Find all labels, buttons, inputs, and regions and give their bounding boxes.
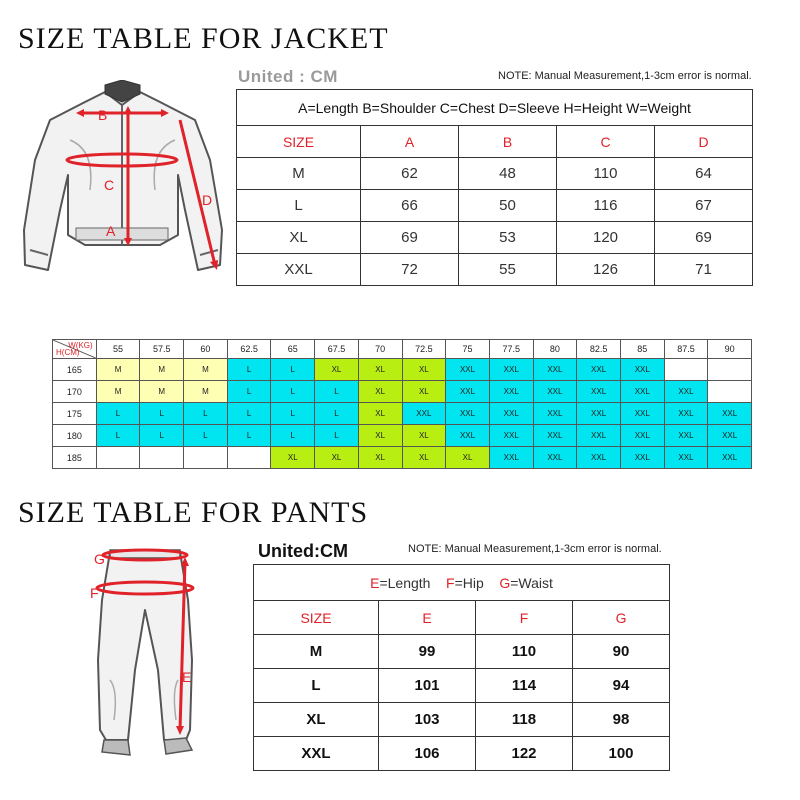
fit-size-cell: M — [184, 381, 228, 403]
pants-legend-letter: F — [446, 574, 455, 591]
fit-size-cell — [664, 359, 708, 381]
jacket-illustration — [10, 80, 232, 280]
fit-size-cell: XXL — [533, 425, 577, 447]
pants-table-row — [254, 737, 670, 771]
pants-value-cell: 100 — [573, 737, 670, 771]
fit-size-cell: XXL — [620, 447, 664, 469]
pants-table-row — [254, 669, 670, 703]
height-weight-fit-chart — [52, 339, 752, 469]
weight-header-cell: 70 — [358, 340, 402, 359]
fit-chart-row — [53, 425, 752, 447]
fit-size-cell — [708, 381, 752, 403]
fit-size-cell: L — [315, 403, 359, 425]
jacket-size-cell: XL — [237, 222, 361, 254]
weight-header-cell: 75 — [446, 340, 490, 359]
fit-size-cell: XXL — [533, 447, 577, 469]
weight-header-cell: 77.5 — [489, 340, 533, 359]
height-cell: 175 — [53, 403, 97, 425]
jacket-measurement-note: NOTE: Manual Measurement,1-3cm error is normal. — [498, 70, 752, 82]
pants-size-table — [253, 564, 670, 771]
fit-size-cell: XXL — [489, 359, 533, 381]
jacket-header-cell: A — [361, 126, 459, 158]
fit-size-cell: XL — [446, 447, 490, 469]
jacket-size-cell: XXL — [237, 254, 361, 286]
jacket-table-row — [237, 190, 753, 222]
fit-size-cell: L — [271, 381, 315, 403]
jacket-value-cell: 69 — [361, 222, 459, 254]
pants-diagram — [80, 540, 210, 795]
fit-size-cell: XXL — [489, 381, 533, 403]
fit-size-cell: L — [227, 359, 271, 381]
weight-header-cell: 65 — [271, 340, 315, 359]
fit-size-cell: L — [140, 403, 184, 425]
weight-header-cell: 80 — [533, 340, 577, 359]
pants-value-cell: 106 — [379, 737, 476, 771]
jacket-value-cell: 53 — [459, 222, 557, 254]
weight-header-cell: 55 — [96, 340, 140, 359]
fit-size-cell: XXL — [577, 425, 621, 447]
fit-size-cell: XXL — [620, 381, 664, 403]
fit-size-cell: XL — [271, 447, 315, 469]
fit-size-cell — [184, 447, 228, 469]
weight-header-cell: 67.5 — [315, 340, 359, 359]
fit-size-cell: XXL — [489, 447, 533, 469]
pants-value-cell: 122 — [476, 737, 573, 771]
pants-value-cell: 101 — [379, 669, 476, 703]
height-cell: 170 — [53, 381, 97, 403]
fit-size-cell: XL — [358, 447, 402, 469]
pants-header-cell: G — [573, 601, 670, 635]
fit-size-cell: XXL — [402, 403, 446, 425]
fit-size-cell: XXL — [577, 381, 621, 403]
pants-value-cell: 118 — [476, 703, 573, 737]
fit-size-cell: XXL — [708, 447, 752, 469]
pants-legend-letter: E — [370, 574, 380, 591]
jacket-table-row — [237, 254, 753, 286]
fit-size-cell: L — [271, 425, 315, 447]
weight-header-row — [53, 340, 752, 359]
fit-size-cell: XXL — [620, 425, 664, 447]
fit-size-cell: XXL — [708, 425, 752, 447]
pants-size-cell: M — [254, 635, 379, 669]
fit-size-cell: XXL — [620, 403, 664, 425]
pants-legend — [254, 565, 670, 601]
fit-chart-row — [53, 447, 752, 469]
height-cell: 165 — [53, 359, 97, 381]
jacket-label-b: B — [98, 107, 108, 123]
weight-header-cell: 85 — [620, 340, 664, 359]
pants-illustration — [80, 540, 210, 795]
pants-label-f: F — [90, 585, 99, 601]
fit-size-cell: L — [227, 381, 271, 403]
pants-measurement-note: NOTE: Manual Measurement,1-3cm error is normal. — [408, 543, 662, 555]
fit-chart-row — [53, 359, 752, 381]
fit-size-cell: XL — [358, 381, 402, 403]
pants-header-cell: SIZE — [254, 601, 379, 635]
jacket-unit-label: United : CM — [238, 67, 338, 86]
fit-size-cell: XXL — [664, 381, 708, 403]
jacket-header-cell: C — [557, 126, 655, 158]
fit-size-cell — [227, 447, 271, 469]
fit-size-cell: XXL — [533, 359, 577, 381]
fit-size-cell: XXL — [577, 447, 621, 469]
fit-size-cell: M — [96, 359, 140, 381]
fit-size-cell: XXL — [664, 403, 708, 425]
fit-size-cell: L — [96, 403, 140, 425]
pants-value-cell: 90 — [573, 635, 670, 669]
height-cell: 185 — [53, 447, 97, 469]
pants-size-cell: XXL — [254, 737, 379, 771]
pants-table-row — [254, 635, 670, 669]
fit-size-cell: XXL — [577, 403, 621, 425]
fit-size-cell: L — [96, 425, 140, 447]
pants-header-cell: E — [379, 601, 476, 635]
fit-size-cell: L — [184, 403, 228, 425]
height-axis-label: H(CM) — [56, 348, 80, 357]
pants-table-header — [254, 601, 670, 635]
fit-size-cell: XXL — [446, 381, 490, 403]
pants-size-cell: XL — [254, 703, 379, 737]
fit-size-cell: XXL — [446, 425, 490, 447]
fit-chart-row — [53, 381, 752, 403]
fit-size-cell: L — [271, 403, 315, 425]
fit-size-cell: XL — [402, 381, 446, 403]
pants-value-cell: 103 — [379, 703, 476, 737]
fit-size-cell: XL — [402, 425, 446, 447]
chart-corner-cell — [53, 340, 97, 359]
jacket-value-cell: 72 — [361, 254, 459, 286]
jacket-table-header — [237, 126, 753, 158]
jacket-value-cell: 55 — [459, 254, 557, 286]
jacket-header-cell: B — [459, 126, 557, 158]
pants-legend-text: =Length — [379, 574, 431, 591]
jacket-value-cell: 120 — [557, 222, 655, 254]
jacket-legend: A=Length B=Shoulder C=Chest D=Sleeve H=Height W=Weight — [237, 90, 753, 126]
pants-value-cell: 110 — [476, 635, 573, 669]
jacket-size-cell: M — [237, 158, 361, 190]
fit-chart-row — [53, 403, 752, 425]
jacket-size-table-title: SIZE TABLE FOR JACKET — [18, 22, 389, 55]
fit-size-cell: XXL — [533, 403, 577, 425]
fit-size-cell: XXL — [577, 359, 621, 381]
jacket-diagram — [10, 80, 232, 280]
fit-size-cell: XXL — [489, 425, 533, 447]
fit-size-cell: M — [140, 381, 184, 403]
fit-size-cell: XXL — [664, 425, 708, 447]
weight-header-cell: 62.5 — [227, 340, 271, 359]
fit-size-cell: XXL — [489, 403, 533, 425]
jacket-value-cell: 126 — [557, 254, 655, 286]
weight-header-cell: 82.5 — [577, 340, 621, 359]
jacket-table-row — [237, 222, 753, 254]
fit-size-cell: L — [315, 381, 359, 403]
fit-size-cell: XXL — [446, 359, 490, 381]
fit-size-cell: M — [140, 359, 184, 381]
jacket-value-cell: 69 — [655, 222, 753, 254]
jacket-value-cell: 50 — [459, 190, 557, 222]
weight-header-cell: 60 — [184, 340, 228, 359]
jacket-value-cell: 71 — [655, 254, 753, 286]
pants-unit-label: United:CM — [258, 541, 348, 561]
jacket-value-cell: 66 — [361, 190, 459, 222]
fit-size-cell: L — [140, 425, 184, 447]
jacket-label-d: D — [202, 192, 213, 208]
pants-size-table-title: SIZE TABLE FOR PANTS — [18, 496, 369, 529]
jacket-size-table — [236, 89, 753, 286]
fit-size-cell: L — [184, 425, 228, 447]
jacket-label-a: A — [106, 223, 116, 239]
pants-value-cell: 99 — [379, 635, 476, 669]
pants-value-cell: 114 — [476, 669, 573, 703]
pants-label-g: G — [94, 551, 105, 567]
fit-size-cell: XL — [358, 403, 402, 425]
jacket-table-row — [237, 158, 753, 190]
fit-size-cell: XL — [358, 425, 402, 447]
pants-legend-letter: G — [499, 574, 511, 591]
fit-size-cell: XL — [402, 447, 446, 469]
fit-size-cell: L — [271, 359, 315, 381]
weight-axis-label: W(KG) — [68, 341, 93, 350]
fit-size-cell: XXL — [620, 359, 664, 381]
pants-legend-text: =Waist — [510, 574, 553, 591]
fit-size-cell: XXL — [708, 403, 752, 425]
weight-header-cell: 87.5 — [664, 340, 708, 359]
height-cell: 180 — [53, 425, 97, 447]
jacket-header-cell: D — [655, 126, 753, 158]
jacket-value-cell: 64 — [655, 158, 753, 190]
pants-label-e: E — [182, 669, 192, 685]
jacket-value-cell: 116 — [557, 190, 655, 222]
jacket-header-cell: SIZE — [237, 126, 361, 158]
pants-value-cell: 98 — [573, 703, 670, 737]
fit-size-cell: XL — [315, 447, 359, 469]
fit-size-cell: XXL — [446, 403, 490, 425]
fit-size-cell: XL — [315, 359, 359, 381]
pants-value-cell: 94 — [573, 669, 670, 703]
jacket-value-cell: 48 — [459, 158, 557, 190]
jacket-value-cell: 62 — [361, 158, 459, 190]
pants-legend-text: =Hip — [454, 574, 484, 591]
weight-header-cell: 72.5 — [402, 340, 446, 359]
fit-size-cell: L — [227, 403, 271, 425]
fit-size-cell: L — [315, 425, 359, 447]
pants-table-row — [254, 703, 670, 737]
fit-size-cell: M — [184, 359, 228, 381]
jacket-label-c: C — [104, 177, 115, 193]
jacket-size-cell: L — [237, 190, 361, 222]
fit-size-cell — [96, 447, 140, 469]
jacket-value-cell: 110 — [557, 158, 655, 190]
fit-size-cell: M — [96, 381, 140, 403]
fit-size-cell: XXL — [533, 381, 577, 403]
weight-header-cell: 57.5 — [140, 340, 184, 359]
pants-size-cell: L — [254, 669, 379, 703]
fit-size-cell: XL — [358, 359, 402, 381]
fit-size-cell: L — [227, 425, 271, 447]
fit-size-cell: XL — [402, 359, 446, 381]
fit-size-cell — [708, 359, 752, 381]
jacket-value-cell: 67 — [655, 190, 753, 222]
fit-size-cell: XXL — [664, 447, 708, 469]
weight-header-cell: 90 — [708, 340, 752, 359]
fit-size-cell — [140, 447, 184, 469]
pants-header-cell: F — [476, 601, 573, 635]
